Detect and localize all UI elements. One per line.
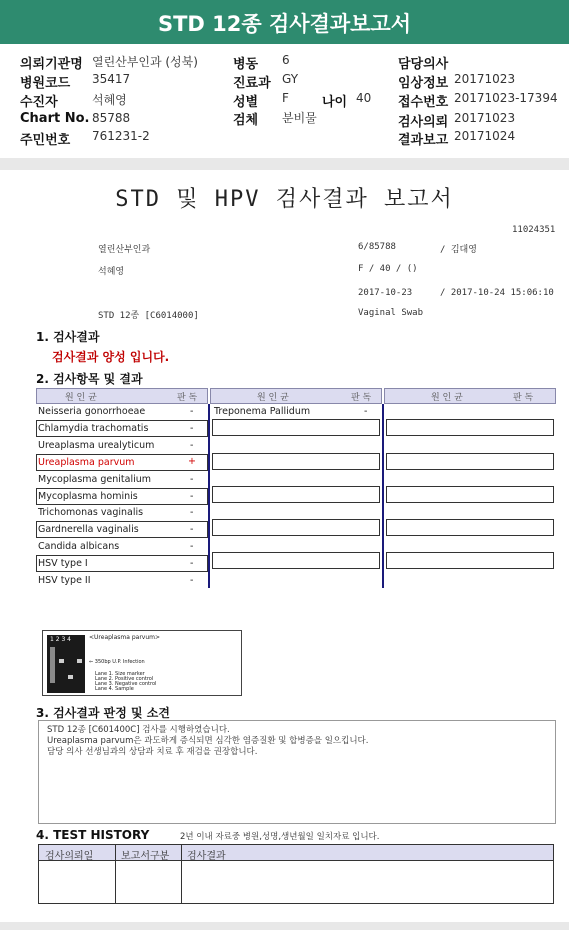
empty-result-box xyxy=(212,419,380,436)
positive-result: 검사결과 양성 입니다. xyxy=(52,350,170,364)
col-judge-1: 판 독 xyxy=(177,393,198,403)
clinical-value: 20171023 xyxy=(454,72,516,86)
clinical-label: 임상정보 xyxy=(398,76,449,91)
empty-result-box xyxy=(386,552,554,569)
lane-marker xyxy=(50,647,55,683)
gel-caption: <Ureaplasma parvum> xyxy=(89,634,161,641)
section1-title: 1. 검사결과 xyxy=(36,330,100,344)
institution-value: 열린산부인과 (성북) xyxy=(92,55,198,69)
history-col-request-date: 검사의뢰일 xyxy=(45,851,94,862)
lane-band xyxy=(59,659,64,663)
clinic-name: 열린산부인과 xyxy=(98,245,151,255)
sex-label: 성별 xyxy=(233,95,259,110)
specimen-type: Vaginal Swab xyxy=(358,308,424,318)
document-title: STD 및 HPV 검사결과 보고서 xyxy=(115,187,454,212)
col-organism-1: 원 인 균 xyxy=(65,393,97,403)
organism-name: Neisseria gonorrhoeae xyxy=(38,406,146,417)
ssn-value: 761231-2 xyxy=(92,129,150,143)
history-header xyxy=(39,845,553,861)
lane-band xyxy=(68,675,73,679)
gel-legend: Lane 4. Sample xyxy=(95,686,134,692)
patient-value: 석혜영 xyxy=(92,93,127,107)
gel-legend: Lane 2. Positive control xyxy=(95,676,154,682)
table-header-1 xyxy=(36,388,208,404)
empty-result-box xyxy=(386,453,554,470)
gel-image xyxy=(47,635,85,693)
dept-value: GY xyxy=(282,72,299,86)
organism-judge: - xyxy=(190,558,194,569)
report-label: 결과보고 xyxy=(398,133,449,148)
report-header: STD 12종 검사결과보고서 xyxy=(0,0,569,44)
organism-judge-positive: + xyxy=(188,456,196,467)
footer-band xyxy=(0,922,569,930)
band-label: ⇐ 350bp U.P. Infection xyxy=(89,659,145,665)
organism-name: Candida albicans xyxy=(38,541,120,552)
organism-judge: - xyxy=(190,406,194,417)
history-col-divider xyxy=(181,845,182,903)
organism-judge: - xyxy=(190,524,194,535)
chart-doctor: 6/85788 xyxy=(358,242,396,252)
age-label: 나이 xyxy=(322,95,348,110)
organism-name: Treponema Pallidum xyxy=(214,406,311,417)
table-header-3 xyxy=(384,388,556,404)
judgement-box xyxy=(38,720,556,824)
organism-name: Mycoplasma hominis xyxy=(38,491,138,502)
judgement-line: 담당 의사 선생님과의 상담과 치료 후 재검을 권장합니다. xyxy=(47,747,258,757)
sex-age: F / 40 / () xyxy=(358,264,418,274)
organism-judge: - xyxy=(190,507,194,518)
organism-judge: - xyxy=(190,423,194,434)
request-value: 20171023 xyxy=(454,111,516,125)
organism-judge: - xyxy=(190,491,194,502)
date-request: 2017-10-23 xyxy=(358,288,413,298)
test-name: STD 12종 [C6014000] xyxy=(98,311,199,321)
request-label: 검사의뢰 xyxy=(398,115,449,130)
organism-judge: - xyxy=(190,575,194,586)
col-judge-2: 판 독 xyxy=(351,393,372,403)
history-table xyxy=(38,844,554,904)
chart-label: Chart No. xyxy=(20,111,90,126)
specimen-value: 분비물 xyxy=(282,111,317,125)
patient-label: 수진자 xyxy=(20,95,58,110)
organism-judge: - xyxy=(364,406,368,417)
separator-band xyxy=(0,158,569,170)
judgement-line: STD 12종 [C601400C] 검사를 시행하였습니다. xyxy=(47,725,230,735)
column-divider-2 xyxy=(382,404,384,588)
organism-name-positive: Ureaplasma parvum xyxy=(38,457,135,468)
ward-value: 6 xyxy=(282,53,290,67)
section2-title: 2. 검사항목 및 결과 xyxy=(36,372,143,386)
empty-result-box xyxy=(212,453,380,470)
hospital-code-value: 35417 xyxy=(92,72,131,86)
judgement-line: Ureaplasma parvum은 과도하게 증식되면 심각한 염증질환 및 합병증을 일으킵니다. xyxy=(47,736,369,746)
receipt-label: 접수번호 xyxy=(398,95,449,110)
empty-result-box xyxy=(212,552,380,569)
report-value: 20171024 xyxy=(454,129,516,143)
col-judge-3: 판 독 xyxy=(513,393,534,403)
chart-value: 85788 xyxy=(92,111,131,125)
history-note: 2년 이내 자료중 병원,성명,생년월일 일치자료 입니다. xyxy=(180,832,380,842)
doc-id: 11024351 xyxy=(512,225,556,235)
organism-judge: - xyxy=(190,474,194,485)
organism-judge: - xyxy=(190,440,194,451)
doctor-label: 담당의사 xyxy=(398,57,449,72)
organism-name: Chlamydia trachomatis xyxy=(38,423,149,434)
organism-name: Trichomonas vaginalis xyxy=(38,507,144,518)
organism-name: HSV type I xyxy=(38,558,88,569)
patient-info xyxy=(0,48,569,148)
gel-legend: Lane 1. Size marker xyxy=(95,671,145,677)
column-divider-1 xyxy=(208,404,210,588)
empty-result-box xyxy=(386,419,554,436)
gel-legend: Lane 3. Negative control xyxy=(95,681,157,687)
col-organism-3: 원 인 균 xyxy=(431,393,463,403)
history-col-divider xyxy=(115,845,116,903)
history-col-result: 검사결과 xyxy=(187,851,226,862)
section4-title: 4. TEST HISTORY xyxy=(36,828,150,842)
hospital-code-label: 병원코드 xyxy=(20,76,71,91)
empty-result-box xyxy=(386,519,554,536)
lane-numbers: 1 2 3 4 xyxy=(50,636,71,643)
receipt-value: 20171023-17394 xyxy=(454,91,558,105)
organism-name: HSV type II xyxy=(38,575,91,586)
empty-result-box xyxy=(386,486,554,503)
col-organism-2: 원 인 균 xyxy=(257,393,289,403)
ssn-label: 주민번호 xyxy=(20,133,71,148)
sex-value: F xyxy=(282,91,289,105)
gel-electrophoresis-image xyxy=(42,630,242,696)
dept-label: 진료과 xyxy=(233,76,271,91)
doctor-name: / 김대영 xyxy=(440,245,477,255)
ward-label: 병동 xyxy=(233,57,259,72)
organism-name: Mycoplasma genitalium xyxy=(38,474,152,485)
date-report: / 2017-10-24 15:06:10 xyxy=(440,288,554,298)
empty-result-box xyxy=(212,519,380,536)
history-col-report-type: 보고서구분 xyxy=(121,851,170,862)
lane-band xyxy=(77,659,82,663)
specimen-label: 검체 xyxy=(233,113,259,128)
organism-judge: - xyxy=(190,541,194,552)
empty-result-box xyxy=(212,486,380,503)
organism-name: Ureaplasma urealyticum xyxy=(38,440,155,451)
table-header-2 xyxy=(210,388,382,404)
patient-name: 석혜영 xyxy=(98,267,125,277)
age-value: 40 xyxy=(356,91,372,105)
section3-title: 3. 검사결과 판정 및 소견 xyxy=(36,706,170,720)
institution-label: 의뢰기관명 xyxy=(20,57,83,72)
organism-name: Gardnerella vaginalis xyxy=(38,524,139,535)
